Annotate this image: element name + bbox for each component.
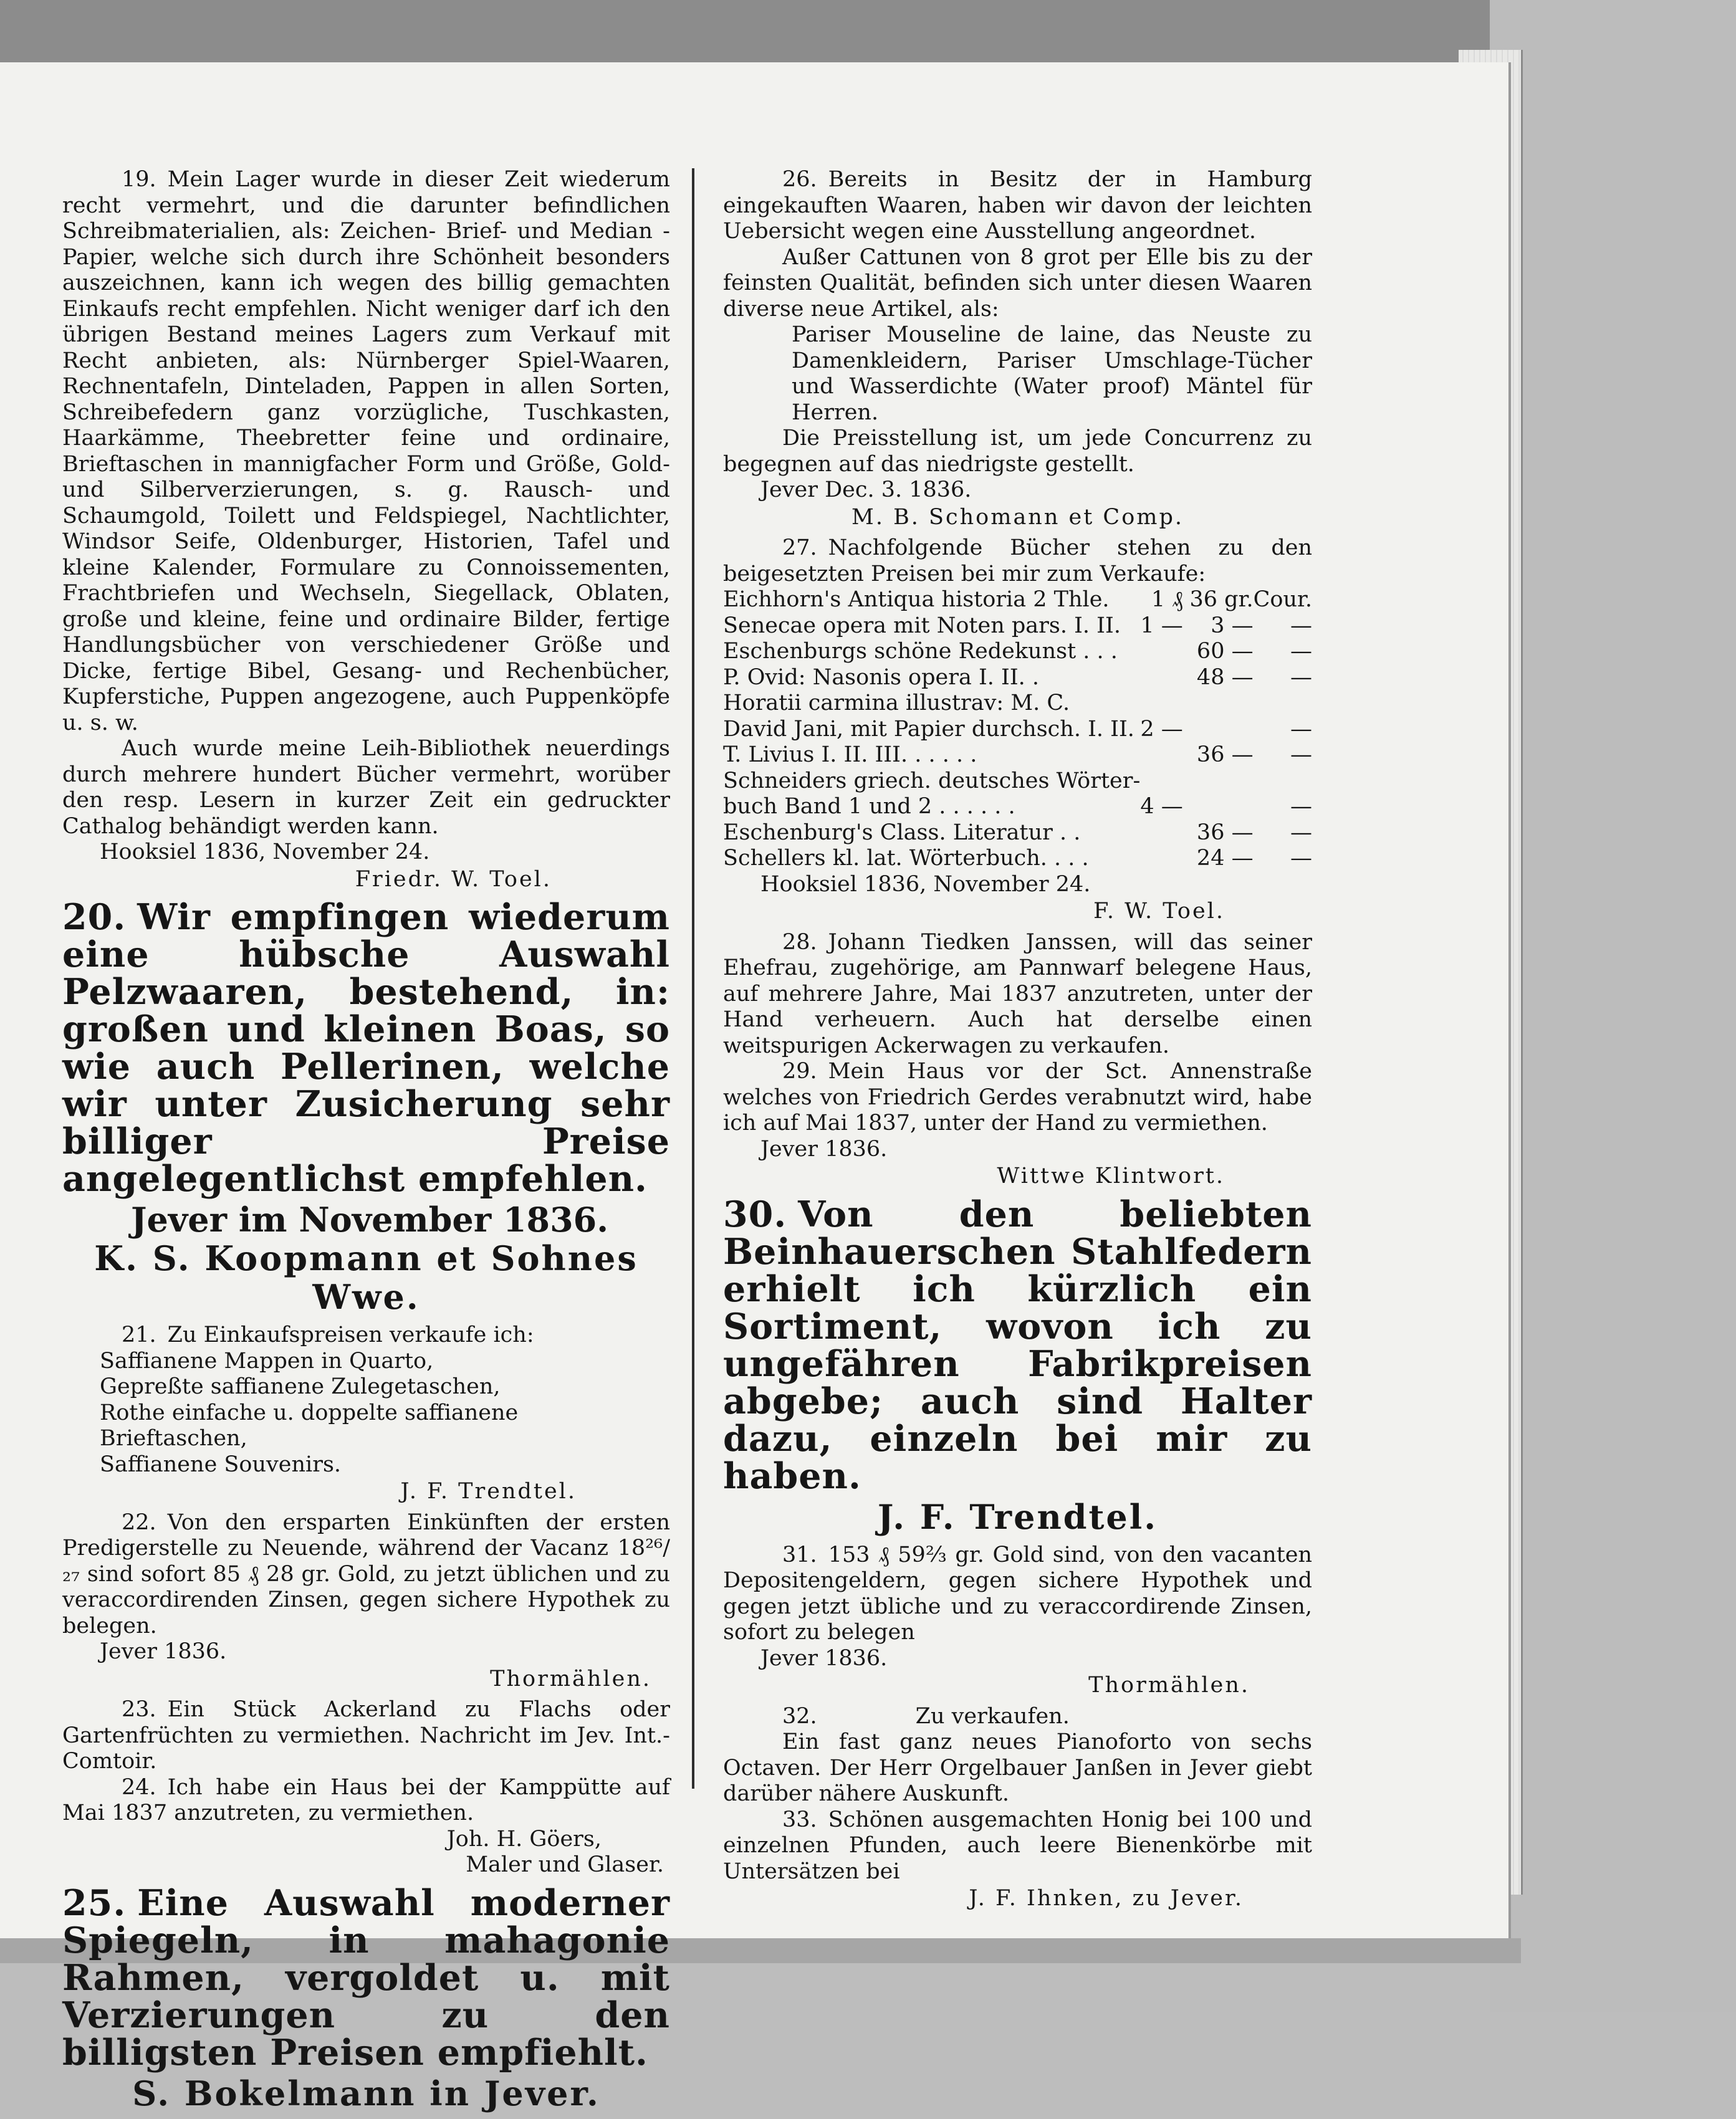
column-rule: [692, 168, 694, 1789]
book-price-thaler: [1140, 742, 1182, 768]
advert-place-date: Jever 1836.: [100, 1639, 227, 1664]
advert-items: Pariser Mouseline de laine, das Neuste zu Damenkleidern, Pariser Umschlage-Tücher und Wasserdichte (Water proof) Mäntel für Herren.: [792, 322, 1312, 425]
advert-signature: K. S. Koopmann et Sohnes Wwe.: [94, 1238, 638, 1317]
book-price-thaler: [1140, 691, 1182, 717]
advert-text: Bereits in Besitz der in Hamburg eingekauften Waaren, haben wir davon der leichten Uebersicht wegen eine Ausstellung angeordnet.: [723, 167, 1312, 244]
book-row: [723, 665, 1312, 691]
advert-31: [723, 1543, 1312, 1699]
advert-signature: Joh. H. Göers,: [446, 1826, 602, 1852]
book-row: [723, 613, 1312, 639]
advert-23: [62, 1697, 670, 1775]
book-title: David Jani, mit Papier durchsch. I. II.: [723, 716, 1134, 742]
advert-21: [62, 1323, 670, 1505]
book-row: [723, 587, 1312, 613]
advert-28: [723, 930, 1312, 1060]
list-item: Saffianene Mappen in Quarto,: [100, 1348, 434, 1374]
advert-text: Wir empfingen wiederum eine hübsche Auswahl Pelzwaaren, bestehend, in: großen und kleinen Boas, so wie auch Pellerinen, welche wir unter Zusicherung sehr billiger Preise angelegentlichst empfehlen.: [62, 896, 670, 1200]
advert-signature: J. F. Trendtel.: [400, 1479, 577, 1504]
book-price-groschen: 36 —: [1196, 820, 1254, 845]
book-price-groschen: 36 —: [1196, 742, 1254, 767]
advert-text: Schönen ausgemachten Honig bei 100 und einzelnen Pfunden, auch leere Bienenkörbe mit Untersätzen bei: [723, 1807, 1312, 1884]
advert-signature: Friedr. W. Toel.: [355, 866, 552, 892]
book-price-groschen: 48 —: [1196, 664, 1254, 690]
advert-number: 29.: [782, 1059, 817, 1084]
advert-29: [723, 1059, 1312, 1190]
advert-25: [62, 1882, 670, 2113]
advert-text: Ein Stück Ackerland zu Flachs oder Gartenfrüchten zu vermiethen. Nachricht im Jev. Int.-Comtoir.: [62, 1697, 670, 1774]
book-row: [723, 639, 1312, 665]
book-price-thaler: 2 —: [1140, 716, 1183, 742]
advert-signature: S. Bokelmann in Jever.: [132, 2073, 600, 2113]
advert-signature: F. W. Toel.: [1093, 899, 1225, 924]
book-price-thaler: 1 —: [1140, 613, 1183, 638]
book-title: Eschenburgs schöne Redekunst . . .: [723, 639, 1118, 664]
advert-text: Eine Auswahl moderner Spiegeln, in mahagonie Rahmen, vergoldet u. mit Verzierungen zu den billigsten Preisen empfiehlt.: [62, 1882, 670, 2074]
book-row: [723, 691, 1312, 717]
advert-place-date: Jever 1836.: [760, 1136, 888, 1162]
book-price-currency: [1254, 768, 1312, 795]
advert-text: Zu Einkaufspreisen verkaufe ich:: [167, 1323, 534, 1347]
advert-signature: Wittwe Klintwort.: [997, 1164, 1225, 1189]
advert-text: Von den ersparten Einkünften der ersten Predigerstelle zu Neuende, während der Vacanz 18²⁶/₂₇ sind sofort 85 ₰ 28 gr. Gold, zu jetzt üblichen und zu veraccordirenden Zinsen, gegen sichere Hypothek zu belegen.: [62, 1509, 670, 1638]
book-price-currency: —: [1290, 716, 1312, 742]
book-row: [723, 820, 1312, 846]
advert-32: [723, 1704, 1312, 1807]
advert-19: [62, 167, 670, 892]
advert-signature: Thormählen.: [1088, 1673, 1250, 1698]
book-price-currency: —: [1290, 846, 1312, 871]
book-price-currency: —: [1290, 664, 1312, 690]
book-row: [723, 794, 1312, 820]
book-price-thaler: 4 —: [1140, 794, 1183, 819]
book-price-groschen: 36 gr.: [1189, 587, 1254, 612]
advert-signature: Thormählen.: [490, 1666, 651, 1691]
advert-number: 21.: [122, 1323, 156, 1347]
advert-text: Ein fast ganz neues Pianoforto von sechs Octaven. Der Herr Orgelbauer Janßen in Jever giebt darüber nähere Auskunft.: [723, 1729, 1312, 1806]
advert-26: [723, 167, 1312, 530]
advert-date: Jever Dec. 3. 1836.: [760, 477, 972, 502]
book-price-groschen: 60 —: [1196, 639, 1254, 664]
book-price-currency: [1254, 691, 1312, 717]
advert-number: 24.: [122, 1774, 156, 1800]
book-title: Eschenburg's Class. Literatur . .: [723, 820, 1081, 845]
book-price-list: [723, 587, 1312, 872]
list-item: Gepreßte saffianene Zulegetaschen,: [100, 1374, 501, 1399]
advert-text: Mein Haus vor der Sct. Annenstraße welches von Friedrich Gerdes verabnutzt wird, habe ich auf Mai 1837, unter der Hand zu vermiethen.: [723, 1059, 1312, 1136]
advert-date: Hooksiel 1836, November 24.: [100, 839, 430, 864]
advert-number: 23.: [122, 1697, 156, 1722]
book-title: P. Ovid: Nasonis opera I. II. .: [723, 664, 1040, 690]
advert-heading: Zu verkaufen.: [915, 1703, 1070, 1729]
advert-20: [62, 896, 670, 1317]
advert-number: 22.: [122, 1509, 156, 1535]
book-price-currency: —: [1290, 742, 1312, 767]
book-title: T. Livius I. II. III. . . . . .: [723, 742, 977, 767]
advert-number: 33.: [782, 1807, 817, 1832]
advert-number: 28.: [782, 929, 817, 955]
advert-signature: M. B. Schomann et Comp.: [851, 504, 1184, 530]
book-price-currency: —: [1290, 794, 1312, 819]
book-row: [723, 768, 1312, 795]
book-price-groschen: [1183, 794, 1254, 820]
right-column: [723, 167, 1312, 1917]
scan-background-right: [1490, 0, 1736, 2012]
advert-text: Nachfolgende Bücher stehen zu den beigesetzten Preisen bei mir zum Verkaufe:: [723, 535, 1312, 586]
book-title: Schneiders griech. deutsches Wörter-: [723, 768, 1141, 793]
book-price-thaler: 1 ₰: [1151, 587, 1183, 612]
book-title: Senecae opera mit Noten pars. I. II.: [723, 613, 1121, 638]
advert-number: 25.: [62, 1882, 127, 1924]
book-price-groschen: [1183, 717, 1254, 743]
book-title: Horatii carmina illustrav: M. C.: [723, 691, 1070, 715]
advert-number: 30.: [723, 1193, 787, 1235]
advert-text: Von den beliebten Beinhauerschen Stahlfedern erhielt ich kürzlich ein Sortiment, wovon ich zu ungefähren Fabrikpreisen abgebe; auch sind Halter dazu, einzeln bei mir zu haben.: [723, 1193, 1312, 1497]
advert-text: Die Preisstellung ist, um jede Concurrenz zu begegnen auf das niedrigste gestellt.: [723, 426, 1312, 477]
book-price-currency: —: [1290, 613, 1312, 638]
left-column: [62, 167, 670, 2119]
book-price-thaler: [1140, 639, 1182, 665]
book-price-groschen: 24 —: [1196, 846, 1254, 871]
book-price-groschen: [1183, 691, 1254, 717]
book-title: buch Band 1 und 2 . . . . . .: [723, 794, 1015, 819]
book-price-currency: —: [1290, 820, 1312, 845]
list-item: Rothe einfache u. doppelte saffianene Brieftaschen,: [100, 1400, 519, 1451]
book-row: [723, 717, 1312, 743]
advert-24: [62, 1775, 670, 1878]
book-price-groschen: [1183, 768, 1254, 795]
advert-text: Außer Cattunen von 8 grot per Elle bis zu der feinsten Qualität, befinden sich unter diesen Waaren diverse neue Artikel, als:: [723, 244, 1312, 322]
advert-27: [723, 535, 1312, 925]
advert-text: Auch wurde meine Leih-Bibliothek neuerdings durch mehrere hundert Bücher vermehrt, worüber den resp. Lesern in kurzer Zeit ein gedruckter Cathalog behändigt werden kann.: [62, 736, 670, 839]
advert-signature: J. F. Ihnken, zu Jever.: [969, 1886, 1244, 1911]
advert-number: 26.: [782, 167, 817, 192]
book-price-thaler: [1140, 820, 1182, 846]
advert-text: 153 ₰ 59⅔ gr. Gold sind, von den vacanten Depositengeldern, gegen sichere Hypothek und gegen jetzt übliche und zu veraccordirende Zinsen, sofort zu belegen: [723, 1542, 1312, 1645]
advert-33: [723, 1807, 1312, 1912]
list-item: Saffianene Souvenirs.: [100, 1452, 342, 1477]
advert-text: Ich habe ein Haus bei der Kamppütte auf Mai 1837 anzutreten, zu vermiethen.: [62, 1774, 670, 1825]
advert-number: 31.: [782, 1542, 817, 1567]
book-title: Eichhorn's Antiqua historia 2 Thle.: [723, 587, 1110, 612]
advert-signature-trade: Maler und Glaser.: [466, 1852, 664, 1877]
book-price-thaler: [1140, 846, 1182, 872]
book-price-thaler: [1140, 665, 1182, 691]
book-row: [723, 846, 1312, 872]
advert-place-date: Jever im November 1836.: [131, 1200, 609, 1240]
book-title: Schellers kl. lat. Wörterbuch. . . .: [723, 846, 1089, 871]
advert-22: [62, 1510, 670, 1693]
advert-place-date: Jever 1836.: [760, 1645, 888, 1671]
book-price-currency: —: [1290, 639, 1312, 664]
book-row: [723, 742, 1312, 768]
advert-date: Hooksiel 1836, November 24.: [760, 871, 1091, 897]
advert-number: 32.: [782, 1703, 817, 1729]
advert-text: Mein Lager wurde in dieser Zeit wiederum recht vermehrt, und die darunter befindlichen Schreibmaterialien, als: Zeichen- Brief- und Median - Papier, welche sich durch ihre Schönheit besonders auszeichnen, kann ich wegen des billig gemachten Einkaufs recht empfehlen. Nicht weniger darf ich den übrigen Bestand meines Lagers zum Verkauf mit Recht anbieten, als: Nürnberger Spiel-Waaren, Rechnentafeln, Dinteladen, Pappen in allen Sorten, Schreibefedern ganz vorzügliche, Tuschkasten, Haarkämme, Theebretter feine und ordinaire, Brieftaschen in mannigfacher Form und Größe, Gold- und Silberverzierungen, s. g. Rausch- und Schaumgold, Toilett und Feldspiegel, Nachtlichter, Windsor Seife, Oldenburger, Historien, Tafel und kleine Kalender, Formulare zu Connoissementen, Frachtbriefen und Wechseln, Siegellack, Oblaten, große und kleine, feine und ordinaire Bilder, fertige Handlungsbücher von verschiedener Größe und Dicke, fertige Bibel, Gesang- und Rechenbücher, Kupferstiche, Puppen angezogene, auch Puppenköpfe u. s. w.: [62, 167, 670, 735]
advert-signature: J. F. Trendtel.: [877, 1496, 1158, 1537]
advert-number: 27.: [782, 535, 817, 560]
advert-text: Johann Tiedken Janssen, will das seiner Ehefrau, zugehörige, am Pannwarf belegene Haus, auf mehrere Jahre, Mai 1837 anzutreten, unter der Hand verheuern. Auch hat derselbe einen weitspurigen Ackerwagen zu verkaufen.: [723, 929, 1312, 1058]
book-price-currency: Cour.: [1253, 587, 1312, 612]
book-price-groschen: 3 —: [1211, 613, 1254, 638]
advert-number: 19.: [122, 167, 156, 192]
advert-number: 20.: [62, 896, 127, 938]
advert-30: [723, 1193, 1312, 1537]
book-price-thaler: [1140, 768, 1182, 795]
